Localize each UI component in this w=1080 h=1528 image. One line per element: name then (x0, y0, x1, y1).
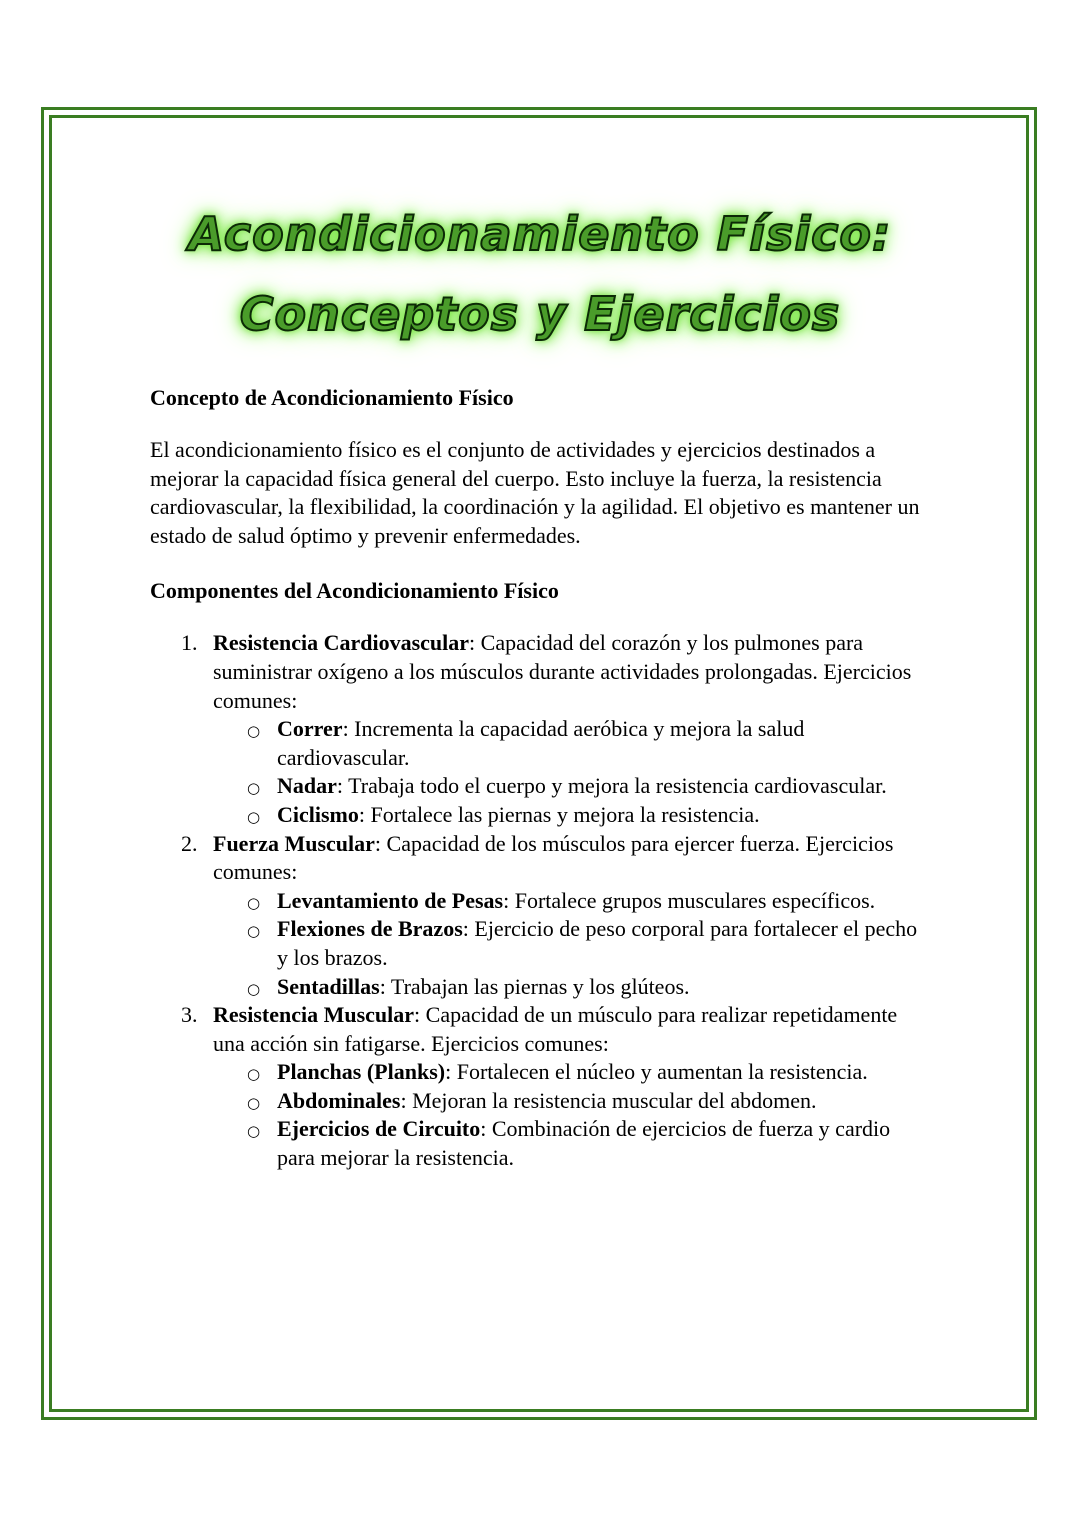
list-item-term: Resistencia Cardiovascular (213, 630, 470, 656)
sub-item-text: : Combinación de ejercicios de fuerza y cardio para mejorar la resistencia. (277, 1116, 891, 1171)
sub-list (213, 887, 920, 1001)
document-body (150, 384, 920, 1173)
sub-list (213, 1058, 920, 1172)
sub-item-term: Ciclismo (277, 801, 359, 827)
section-heading-components: Componentes del Acondicionamiento Físico (150, 578, 559, 604)
sub-item-text: : Fortalecen el núcleo y aumentan la resistencia. (445, 1059, 868, 1085)
sub-item-term: Flexiones de Brazos (277, 916, 463, 942)
concept-paragraph: El acondicionamiento físico es el conjunto de actividades y ejercicios destinados a mejorar la capacidad física general del cuerpo. Esto incluye la fuerza, la resistencia cardiovascular, la flexibilidad, la coordinación y la agilidad. El objetivo es mantener un estado de salud óptimo y prevenir enfermedades. (150, 437, 920, 548)
sub-item-term: Planchas (Planks) (277, 1059, 446, 1085)
title-line-2: Conceptos y Ejercicios (239, 287, 841, 341)
sub-list-item (213, 1115, 920, 1172)
list-item-term: Resistencia Muscular (213, 1002, 415, 1028)
sub-list (213, 715, 920, 829)
circle-bullet-icon: ○ (247, 807, 261, 826)
circle-bullet-icon: ○ (247, 722, 261, 741)
sub-item-text: : Incrementa la capacidad aeróbica y mejora la salud cardiovascular. (277, 716, 805, 770)
list-item-number: 3. (181, 1002, 198, 1028)
sub-item-term: Ejercicios de Circuito (277, 1116, 481, 1142)
circle-bullet-icon: ○ (247, 922, 261, 941)
sub-item-term: Sentadillas (277, 973, 380, 999)
sub-item-term: Abdominales (277, 1087, 401, 1113)
sub-item-text: : Mejoran la resistencia muscular del abdomen. (400, 1087, 817, 1113)
circle-bullet-icon: ○ (247, 779, 261, 798)
list-item-term: Fuerza Muscular (213, 830, 375, 856)
circle-bullet-icon: ○ (247, 1122, 261, 1141)
circle-bullet-icon: ○ (247, 893, 261, 912)
section-heading-concept: Concepto de Acondicionamiento Físico (150, 385, 514, 410)
sub-list-item (213, 1058, 920, 1087)
sub-item-text: : Fortalece grupos musculares específicos. (503, 887, 876, 913)
list-item (150, 629, 920, 829)
sub-item-text: : Trabaja todo el cuerpo y mejora la resistencia cardiovascular. (336, 773, 887, 799)
list-item-text: : Capacidad de los músculos para ejercer fuerza. Ejercicios comunes: (213, 830, 894, 885)
sub-item-text: : Ejercicio de peso corporal para fortalecer el pecho y los brazos. (277, 916, 918, 970)
circle-bullet-icon: ○ (247, 979, 261, 998)
circle-bullet-icon: ○ (247, 1065, 261, 1084)
list-item-number: 2. (181, 830, 198, 856)
title-line-1: Acondicionamiento Físico: (188, 207, 892, 261)
sub-item-term: Nadar (277, 773, 337, 799)
sub-list-item (213, 715, 920, 772)
list-item-text: : Capacidad de un músculo para realizar repetidamente una acción sin fatigarse. Ejercicios comunes: (213, 1002, 898, 1056)
sub-item-text: : Fortalece las piernas y mejora la resistencia. (358, 801, 760, 827)
sub-item-term: Levantamiento de Pesas (277, 887, 504, 913)
sub-list-item (213, 801, 920, 830)
sub-list-item (213, 973, 920, 1002)
sub-list-item (213, 1087, 920, 1116)
sub-item-text: : Trabajan las piernas y los glúteos. (379, 973, 690, 999)
sub-list-item (213, 887, 920, 916)
components-list (150, 629, 920, 1172)
sub-list-item (213, 915, 920, 972)
list-item-number: 1. (181, 630, 198, 656)
circle-bullet-icon: ○ (247, 1093, 261, 1112)
sub-list-item (213, 772, 920, 801)
title-block (0, 200, 1080, 341)
list-item (150, 830, 920, 1002)
list-item (150, 1001, 920, 1173)
list-item-text: : Capacidad del corazón y los pulmones para suministrar oxígeno a los músculos durante actividades prolongadas. Ejercicios comunes: (213, 630, 912, 713)
sub-item-term: Correr (277, 716, 343, 742)
